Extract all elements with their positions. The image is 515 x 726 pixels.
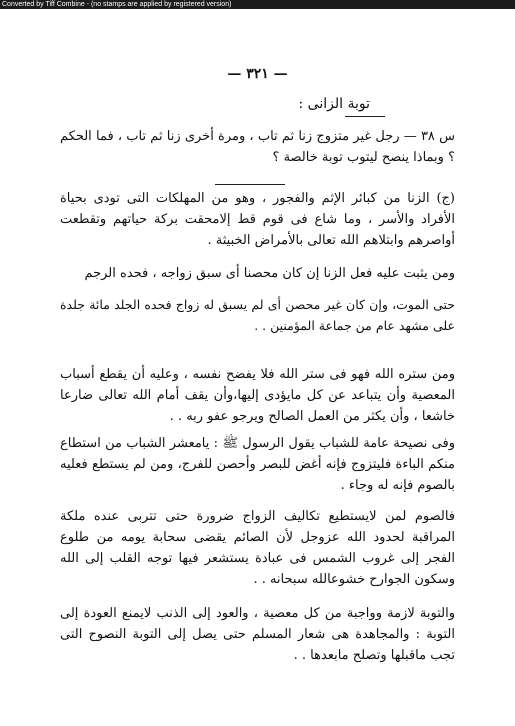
repentance-paragraph: والتوبة لازمة وواجبة من كل معصية ، والعود إلى الذنب لايمنع العودة إلى التوبة : والمجاهدة هى شعار المسلم حتى يصل إلى التوبة النصوح التى تجب ماقبلها وتصلح مابعدها . . <box>60 606 455 663</box>
section-title: توبة الزانى : <box>298 96 370 112</box>
converter-banner: Converted by Tiff Combine - (no stamps are applied by registered version) <box>0 0 515 9</box>
punishment-continuation-paragraph: حتى الموت، وإن كان غير محصن أى لم يسبق له زواج فحده الجلد مائة جلدة على مشهد عام من جماعة المؤمنين . . <box>60 297 455 333</box>
question-paragraph: س ٣٨ — رجل غير متزوج زنا ثم تاب ، ومرة أخرى زنا ثم تاب ، فما الحكم ؟ وبماذا ينصح ليتوب توبة خالصة ؟ <box>60 129 455 165</box>
fasting-paragraph: فالصوم لمن لايستطيع تكاليف الزواج ضرورة حتى تتربى عنده ملكة المراقبة لحدود الله عزوجل لأن الصائم يقضى سحابة يومه من طلوع الفجر إلى غروب الشمس فى عبادة يستشعر فيها توجه القلب إلى الله وسكون الجوارح خشوعالله سبحانه . . <box>60 509 455 587</box>
title-underline <box>345 116 385 117</box>
covering-paragraph: ومن ستره الله فهو فى ستر الله فلا يفضح نفسه ، وعليه أن يقطع أسباب المعصية وأن يتباعد عن كل مايؤدى إليها،وأن يقف أمام الله تعالى ضارعا خاشعا ، وأن يكثر من العمل الصالح ويرجو عفو ربه . . <box>60 367 455 424</box>
answer-paragraph: (ج) الزنا من كبائر الإثم والفجور ، وهو من المهلكات التى تودى بحياة الأفراد والأسر ، وما شاع فى قوم قط إلامحقت بركة حياتهم وتقطعت أواصرهم وابتلاهم الله تعالى بالأمراض الخبيثة . <box>60 191 455 248</box>
punishment-line: ومن يثبت عليه فعل الزنا إن كان محصنا أى سبق زواجه ، فحده الرجم <box>84 266 455 281</box>
divider-line <box>215 184 285 185</box>
page-number: — ٣٢١ — <box>227 66 288 82</box>
advice-paragraph: وفى نصيحة عامة للشباب يقول الرسول ﷺ : يامعشر الشباب من استطاع منكم الباءة فليتزوج فإنه أغض للبصر وأحصن للفرج، ومن لم يستطع فعليه بالصوم فإنه له وجاء . <box>60 436 455 493</box>
